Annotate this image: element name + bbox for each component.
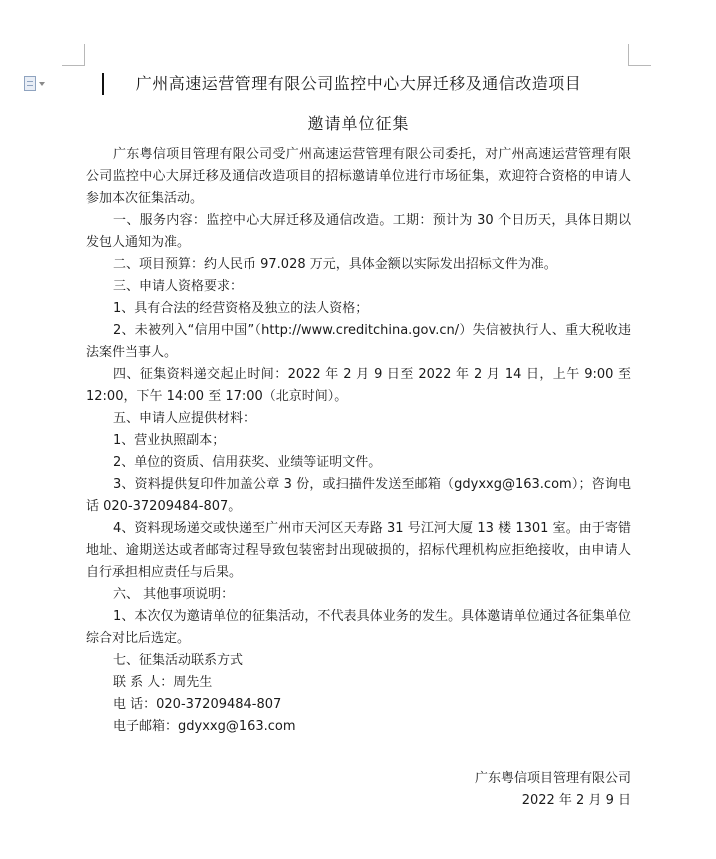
materials-heading: 五、申请人应提供材料： xyxy=(113,411,257,426)
other-notes-item-1: 1、本次仅为邀请单位的征集活动，不代表具体业务的发生。具体邀请单位通过各征集单位综合对比后选定。 xyxy=(86,609,631,646)
materials-item-2: 2、单位的资质、信用获奖、业绩等证明文件。 xyxy=(113,455,382,470)
other-notes-heading: 六、 其他事项说明： xyxy=(113,587,235,602)
document-title: 广州高速运营管理有限公司监控中心大屏迁移及通信改造项目 xyxy=(135,74,582,93)
materials-item-1: 1、营业执照副本； xyxy=(113,433,226,448)
qualification-item-1: 1、具有合法的经营资格及独立的法人资格； xyxy=(113,301,369,316)
chevron-down-icon xyxy=(39,82,45,86)
paragraph-options-button[interactable] xyxy=(24,76,45,91)
submission-time: 四、征集资料递交起止时间：2022 年 2 月 9 日至 2022 年 2 月 14 日，上午 9:00 至 12:00，下午 14:00 至 17:00（北京时间）。 xyxy=(86,367,631,404)
crop-mark-top-left-vertical xyxy=(84,44,85,66)
materials-item-4: 4、资料现场递交或快递至广州市天河区天寿路 31 号江河大厦 13 楼 1301 室。由于寄错地址、逾期送达或者邮寄过程导致包装密封出现破损的，招标代理机构应拒绝接收，由申请人自行承担相应责任与后果。 xyxy=(86,521,631,580)
contact-email: 电子邮箱：gdyxxg@163.com xyxy=(113,719,296,734)
signature-block xyxy=(86,768,631,812)
crop-mark-top-left-horizontal xyxy=(62,65,85,66)
service-content: 一、服务内容：监控中心大屏迁移及通信改造。工期：预计为 30 个日历天，具体日期以发包人通知为准。 xyxy=(86,213,631,250)
signature-company: 广东粤信项目管理有限公司 xyxy=(474,771,631,786)
contact-heading: 七、征集活动联系方式 xyxy=(113,653,244,668)
contact-person: 联 系 人：周先生 xyxy=(113,675,213,690)
project-budget: 二、项目预算：约人民币 97.028 万元，具体金额以实际发出招标文件为准。 xyxy=(113,257,557,272)
crop-mark-top-right-vertical xyxy=(628,44,629,66)
qualification-item-2: 2、未被列入“信用中国”（http://www.creditchina.gov.cn/）失信被执行人、重大税收违法案件当事人。 xyxy=(86,323,631,360)
contact-phone: 电 话：020-37209484-807 xyxy=(113,697,282,712)
qualification-heading: 三、申请人资格要求： xyxy=(113,279,244,294)
signature-date: 2022 年 2 月 9 日 xyxy=(521,793,631,808)
materials-item-3: 3、资料提供复印件加盖公章 3 份，或扫描件发送至邮箱（gdyxxg@163.com）；咨询电话 020-37209484-807。 xyxy=(86,477,631,514)
intro-paragraph: 广东粤信项目管理有限公司受广州高速运营管理有限公司委托，对广州高速运营管理有限公司监控中心大屏迁移及通信改造项目的招标邀请单位进行市场征集，欢迎符合资格的申请人参加本次征集活动。 xyxy=(86,147,631,206)
crop-mark-top-right-horizontal xyxy=(628,65,651,66)
document-icon xyxy=(24,76,36,91)
document-subtitle: 邀请单位征集 xyxy=(307,114,410,133)
document-body[interactable] xyxy=(86,70,631,812)
